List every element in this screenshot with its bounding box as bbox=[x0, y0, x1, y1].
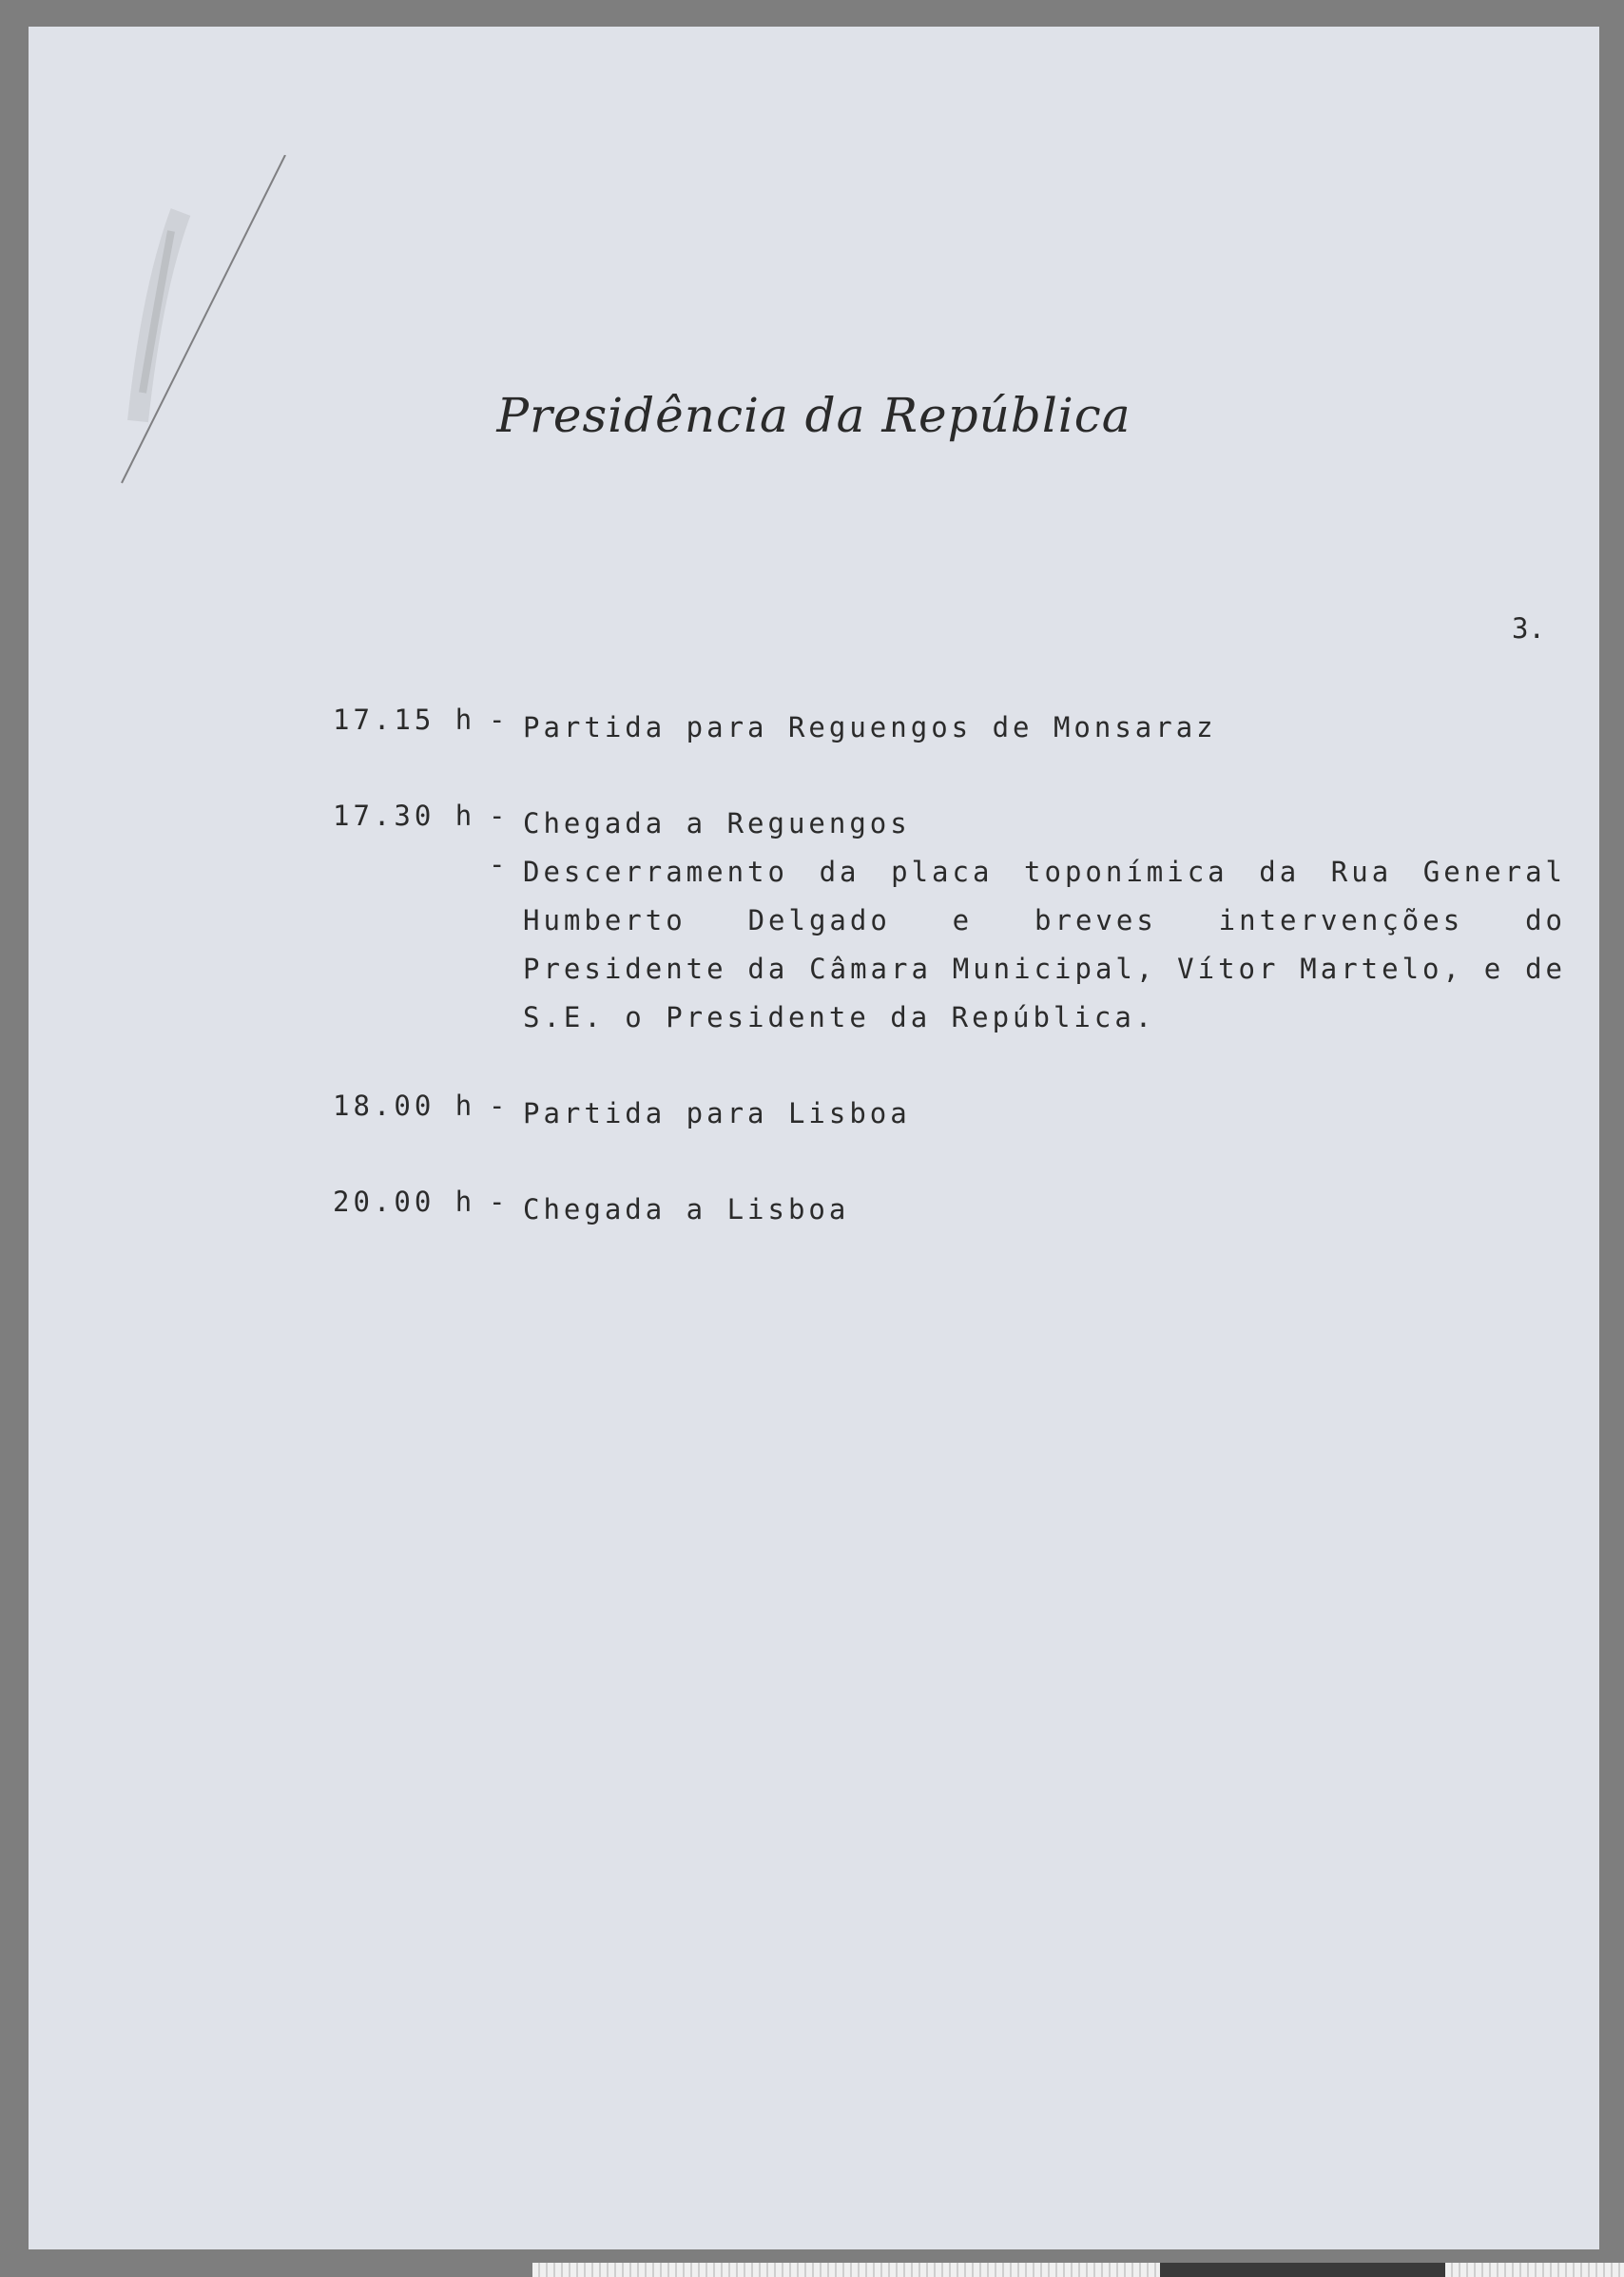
entry-time: 17.15 h bbox=[333, 704, 476, 736]
entry-text: Chegada a Lisboa bbox=[523, 1193, 850, 1225]
entry-text: Partida para Reguengos de Monsaraz bbox=[523, 711, 1217, 743]
itinerary-entry bbox=[333, 1186, 1578, 1234]
entry-dash: - bbox=[489, 704, 510, 736]
letterhead-title: Presidência da República bbox=[496, 388, 1131, 443]
entry-text: Descerramento da placa toponímica da Rua General Humberto Delgado e breves intervenções do Presidente da Câmara Municipal, Vítor Martelo, e de S.E. o Presidente da República. bbox=[523, 856, 1566, 1033]
entry-time: 20.00 h bbox=[333, 1186, 476, 1218]
entry-text: Partida para Lisboa bbox=[523, 1097, 911, 1129]
document-page bbox=[29, 27, 1599, 2249]
scan-calibration-strip bbox=[532, 2263, 1624, 2277]
entry-dash: - bbox=[489, 1090, 510, 1122]
entry-time bbox=[333, 848, 489, 1042]
entry-dash: - bbox=[489, 1186, 510, 1218]
entry-time: 17.30 h bbox=[333, 800, 476, 832]
itinerary-subentry bbox=[333, 848, 1578, 1042]
itinerary-entry bbox=[333, 704, 1578, 752]
itinerary-entry bbox=[333, 1090, 1578, 1138]
entry-text: Chegada a Reguengos bbox=[523, 807, 911, 839]
itinerary-entry bbox=[333, 800, 1578, 848]
calibration-dark-block bbox=[1160, 2263, 1445, 2277]
entry-time: 18.00 h bbox=[333, 1090, 476, 1122]
entry-dash: - bbox=[489, 848, 510, 880]
page-number: 3. bbox=[1512, 612, 1545, 645]
itinerary-list bbox=[333, 704, 1578, 1282]
entry-dash: - bbox=[489, 800, 510, 832]
